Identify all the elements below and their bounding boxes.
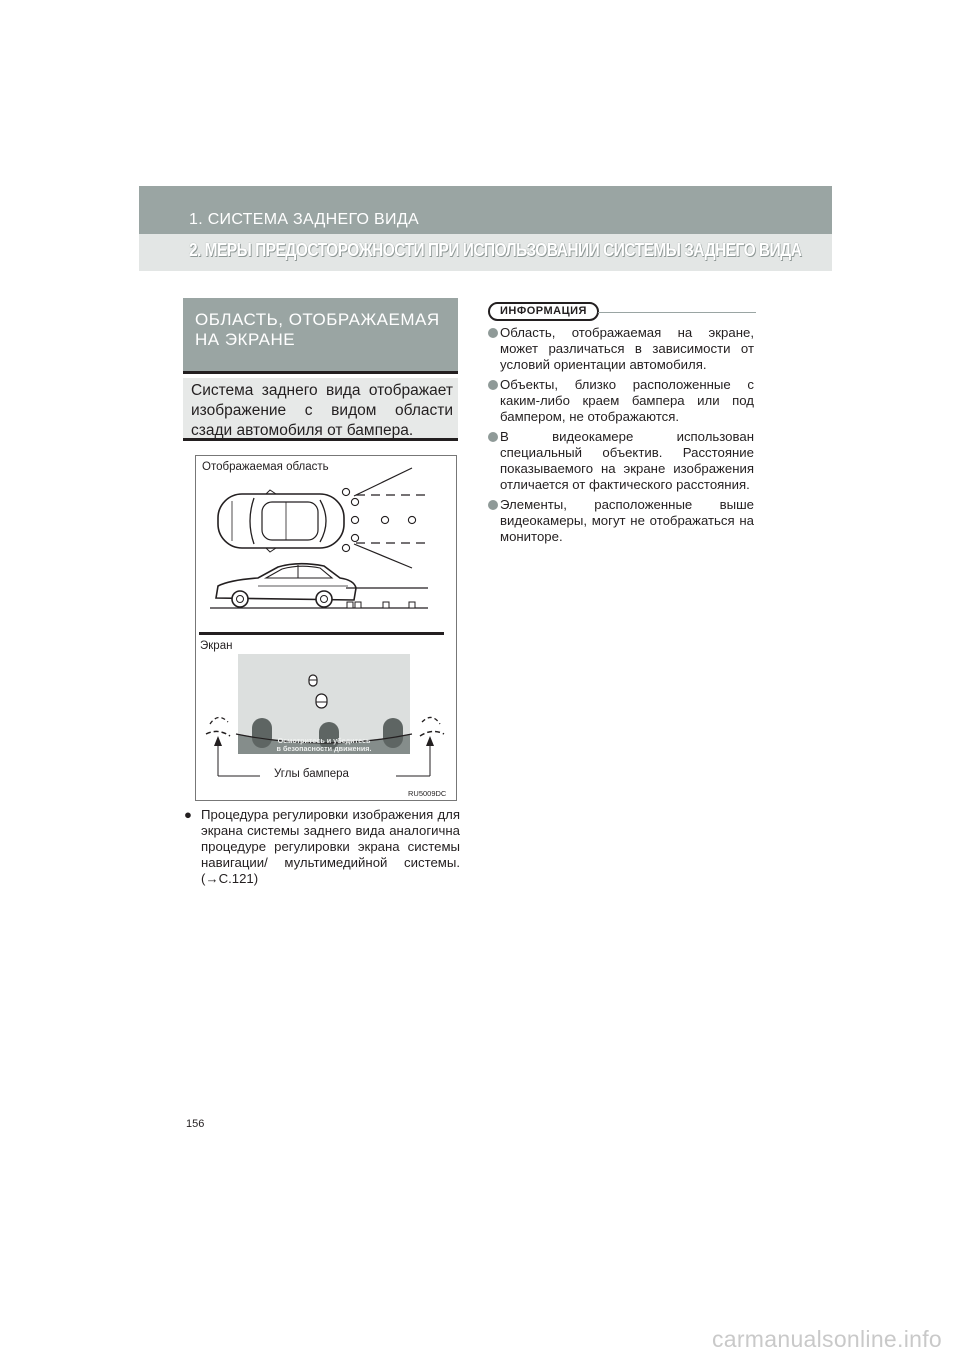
- info-item-text: Элементы, расположенные выше видеокамеры, могут не отображаться на мониторе.: [500, 497, 754, 544]
- bullet-icon: [488, 380, 498, 390]
- figure-label-bumper: Углы бампера: [274, 768, 349, 780]
- adjustment-note-text: Процедура регулировки изображения для экрана системы заднего вида аналогична процедуре регулировки экрана системы навигации/ мультимедийной системы. (→С.121): [201, 807, 460, 886]
- figure-code: RU5009DC: [408, 789, 447, 798]
- info-item-text: Объекты, близко расположенные с каким-либо краем бампера или под бампером, не отображаются.: [500, 377, 754, 424]
- screen-warning-line1: Осмотритесь и убедитесь: [277, 736, 371, 745]
- info-badge: ИНФОРМАЦИЯ: [488, 302, 599, 321]
- topic-title: ОБЛАСТЬ, ОТОБРАЖАЕМАЯ НА ЭКРАНЕ: [195, 310, 440, 349]
- info-list: [488, 325, 754, 549]
- info-item: [488, 429, 754, 493]
- car-top-view: [218, 490, 344, 552]
- camera-view-figure: [195, 455, 457, 801]
- info-item: [488, 497, 754, 545]
- info-item: [488, 325, 754, 373]
- bullet-marker: ●: [184, 807, 192, 822]
- chapter-header-bar: [139, 186, 832, 234]
- bullet-icon: [488, 432, 498, 442]
- lead-box: [183, 378, 458, 441]
- info-item-text: Область, отображаемая на экране, может различаться в зависимости от условий ориентации автомобиля.: [500, 325, 754, 372]
- section-title: 2. МЕРЫ ПРЕДОСТОРОЖНОСТИ ПРИ ИСПОЛЬЗОВАНИИ СИСТЕМЫ ЗАДНЕГО ВИДА: [189, 240, 802, 260]
- page-number: 156: [186, 1118, 205, 1130]
- figure-label-screen: Экран: [200, 640, 233, 652]
- adjustment-note: [184, 807, 460, 887]
- figure-divider: [199, 632, 444, 635]
- info-item-text: В видеокамере использован специальный объектив. Расстояние показываемого на экране изображения отличается от фактического расстояния.: [500, 429, 754, 492]
- watermark-text: carmanualsonline.info: [711, 1326, 942, 1352]
- car-side-view: [210, 564, 428, 608]
- bullet-icon: [488, 500, 498, 510]
- bullet-icon: [488, 328, 498, 338]
- lead-text: Система заднего вида отображает изображение с видом области сзади автомобиля от бампера.: [191, 382, 453, 439]
- chapter-title: 1. СИСТЕМА ЗАДНЕГО ВИДА: [189, 211, 419, 228]
- screen-warning-line2: в безопасности движения.: [276, 744, 372, 753]
- info-item: [488, 377, 754, 425]
- info-rule: [598, 312, 756, 313]
- figure-label-area: Отображаемая область: [202, 461, 329, 473]
- detection-lines: [342, 468, 430, 568]
- section-header-bar: [139, 234, 832, 271]
- topic-title-box: [183, 298, 458, 374]
